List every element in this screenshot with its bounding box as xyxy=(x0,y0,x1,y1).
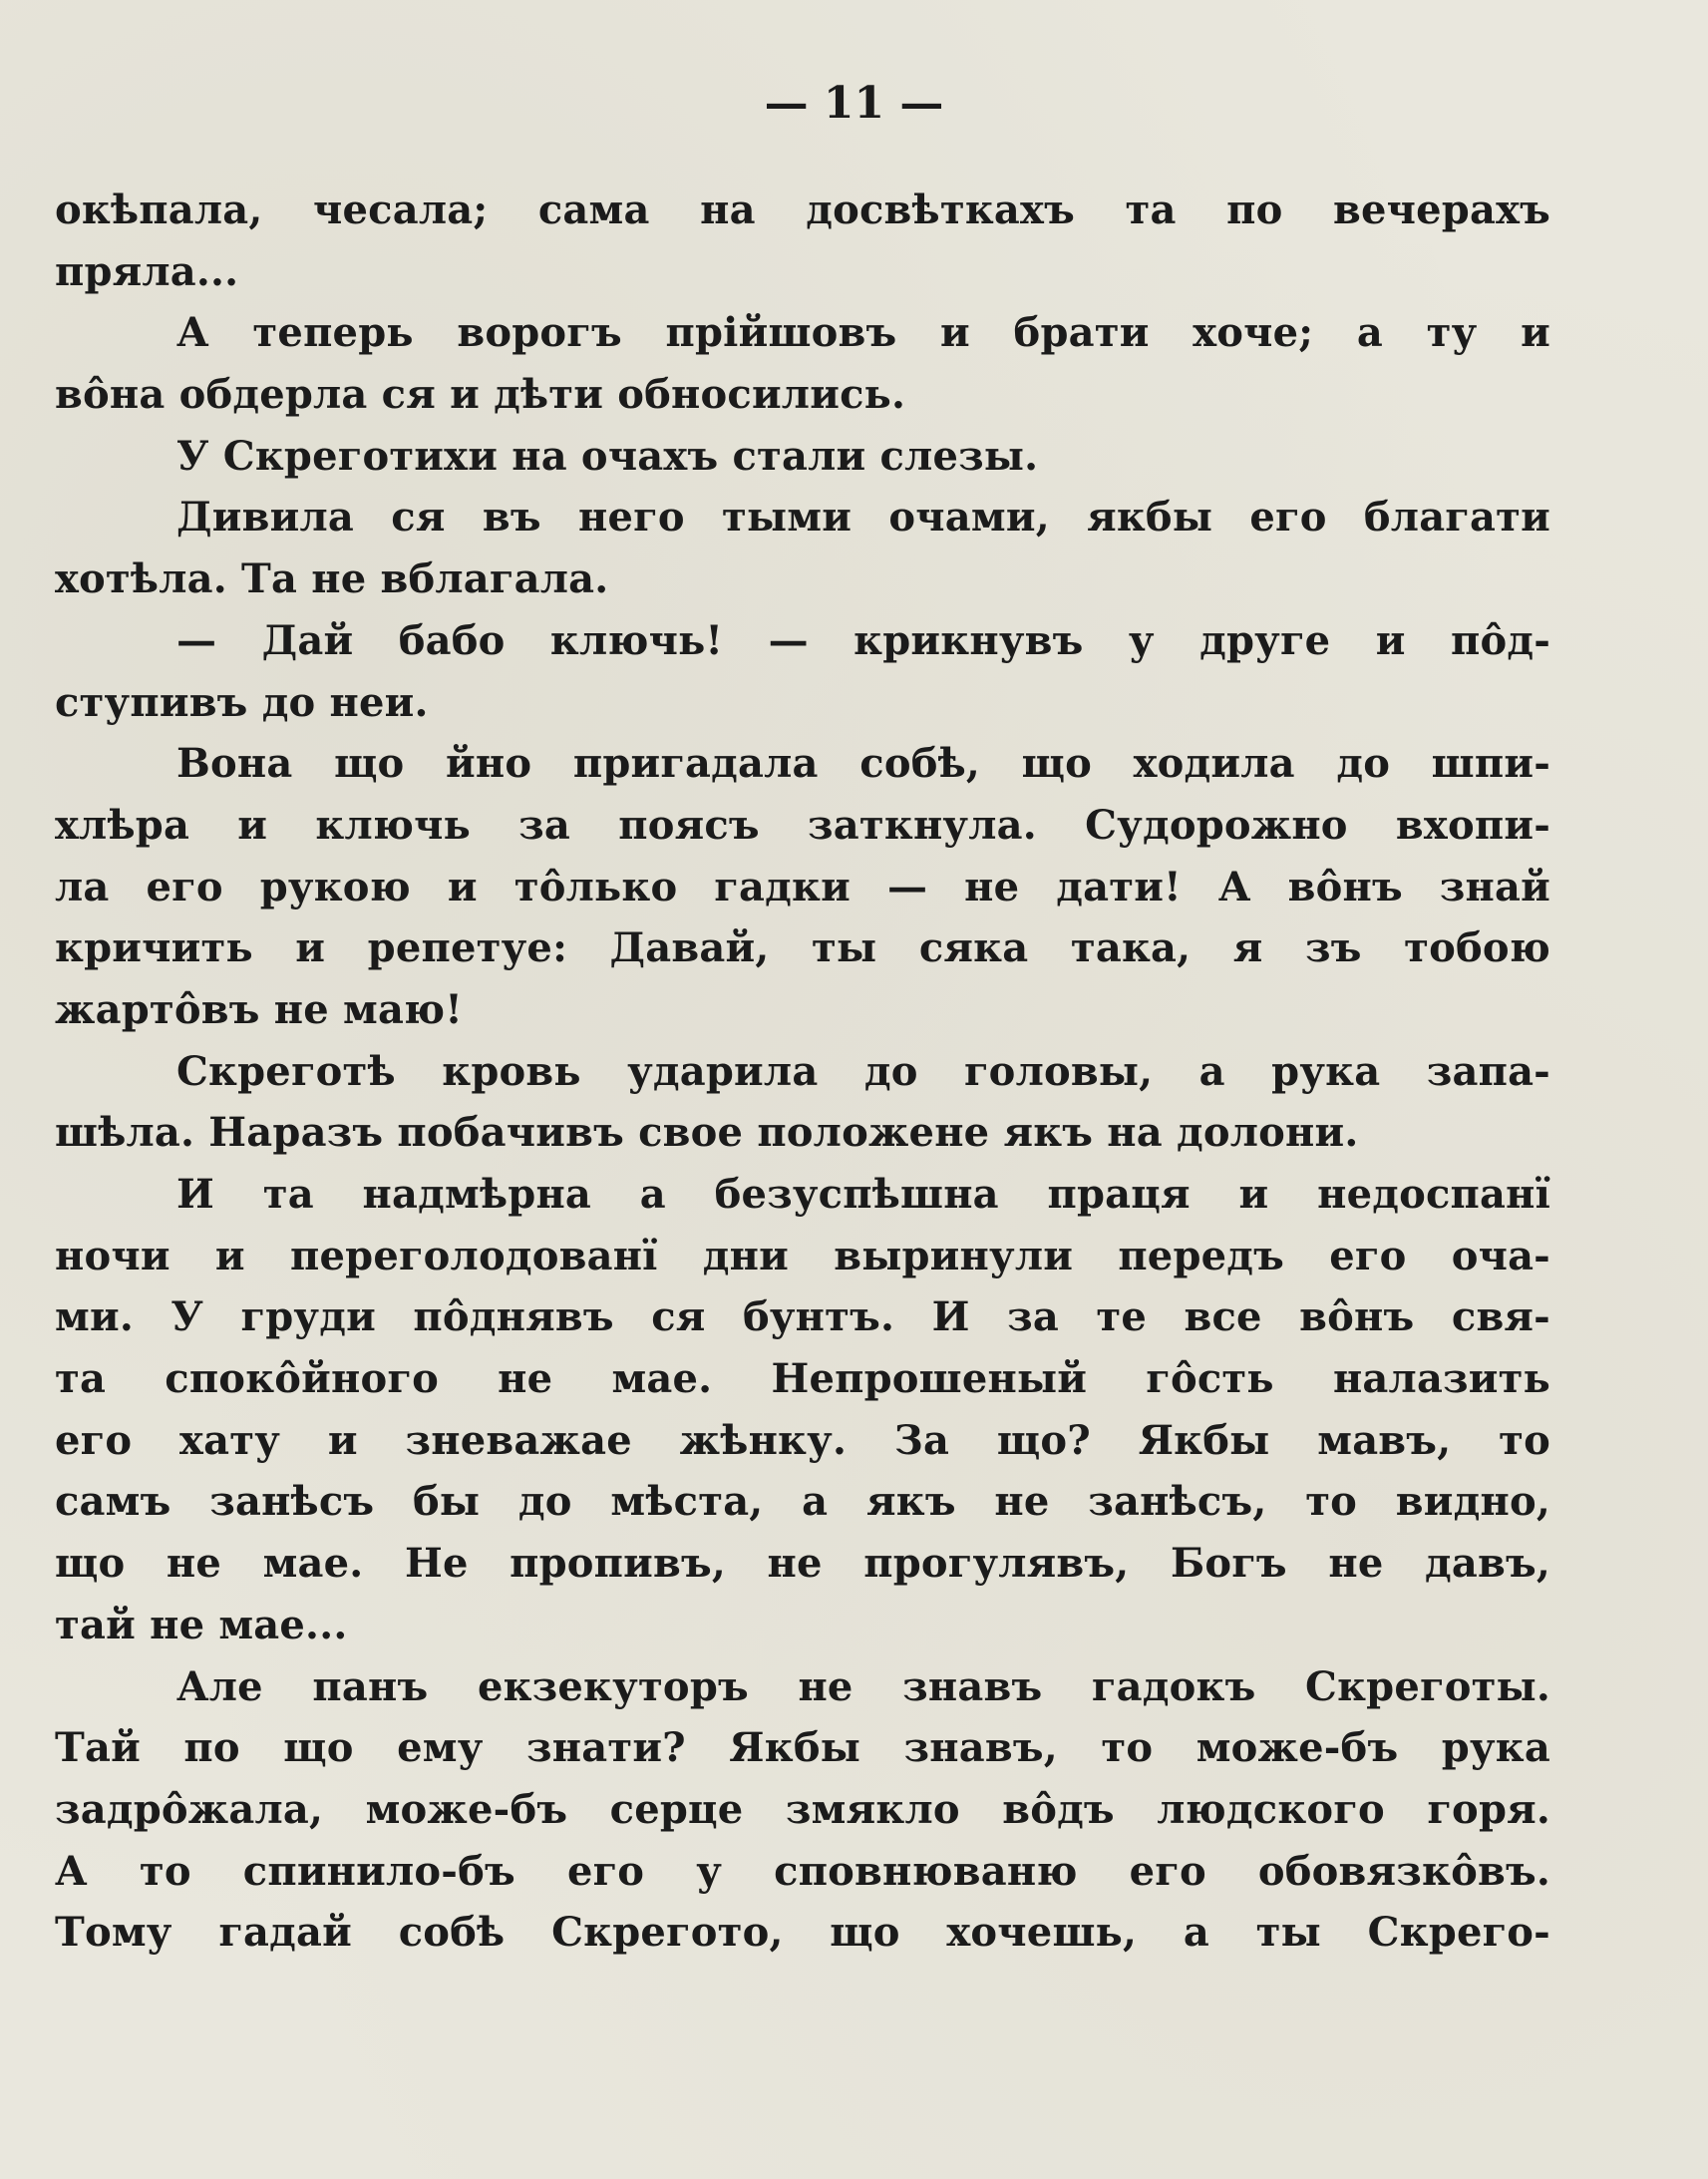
text-line: хотѣла. Та не вблагала. xyxy=(55,555,609,603)
page-number: — 11 — xyxy=(764,78,944,129)
text-line: окѣпала, чесала; сама на досвѣткахъ та по вечерахъ xyxy=(55,186,1550,233)
text-line: А теперь ворогъ прійшовъ и брати хоче; а ту и xyxy=(176,309,1550,357)
text-line: У Скреготихи на очахъ стали слезы. xyxy=(176,432,1039,480)
body-text xyxy=(55,180,1550,1964)
text-line: Дивила ся въ него тыми очами, якбы его благати xyxy=(176,494,1550,542)
text-line: ми. У груди пôднявъ ся бунтъ. И за те все вôнъ свя- xyxy=(55,1293,1550,1341)
text-line: що не мае. Не пропивъ, не прогулявъ, Богъ не давъ, xyxy=(55,1540,1550,1588)
text-line: пряла... xyxy=(55,247,239,295)
text-line: Тому гадай собѣ Скрегото, що хочешь, а ты Скрего- xyxy=(55,1909,1550,1957)
text-line: та спокôйного не мае. Непрошеный гôсть налазить xyxy=(55,1355,1550,1403)
text-line: его хату и зневажае жѣнку. За що? Якбы мавъ, то xyxy=(55,1416,1550,1464)
text-line: тай не мае... xyxy=(55,1601,348,1648)
text-line: И та надмѣрна а безуспѣшна праця и недоспанї xyxy=(176,1171,1550,1218)
text-line: — Дай бабо ключь! — крикнувъ у друге и пôд- xyxy=(176,616,1550,664)
text-line: шѣла. Наразъ побачивъ свое положене якъ на долони. xyxy=(55,1109,1359,1157)
text-line: Тай по що ему знати? Якбы знавъ, то може-бъ рука xyxy=(55,1724,1550,1772)
text-line: задрôжала, може-бъ серце змякло вôдъ людского горя. xyxy=(55,1785,1550,1833)
text-line: хлѣра и ключь за поясъ заткнула. Судорожно вхопи- xyxy=(55,801,1550,849)
text-line: кричить и репетуе: Давай, ты сяка така, я зъ тобою xyxy=(55,924,1550,972)
text-line: А то спинило-бъ его у сповнюваню его обовязкôвъ. xyxy=(55,1847,1550,1895)
text-line: Вона що йно пригадала собѣ, що ходила до шпи- xyxy=(176,740,1550,788)
text-line: ступивъ до неи. xyxy=(55,678,429,726)
text-line: жартôвъ не маю! xyxy=(55,985,464,1033)
text-line: самъ занѣсъ бы до мѣста, а якъ не занѣсъ, то видно, xyxy=(55,1478,1550,1526)
text-line: вôна обдерла ся и дѣти обносились. xyxy=(55,371,906,419)
text-line: Скреготѣ кровь ударила до головы, а рука запа- xyxy=(176,1047,1550,1095)
text-line: ла его рукою и тôлько гадки — не дати! А вôнъ знай xyxy=(55,863,1550,910)
text-line: ночи и переголодованї дни выринули передъ его оча- xyxy=(55,1232,1550,1279)
text-line: Але панъ екзекуторъ не знавъ гадокъ Скреготы. xyxy=(176,1662,1550,1710)
